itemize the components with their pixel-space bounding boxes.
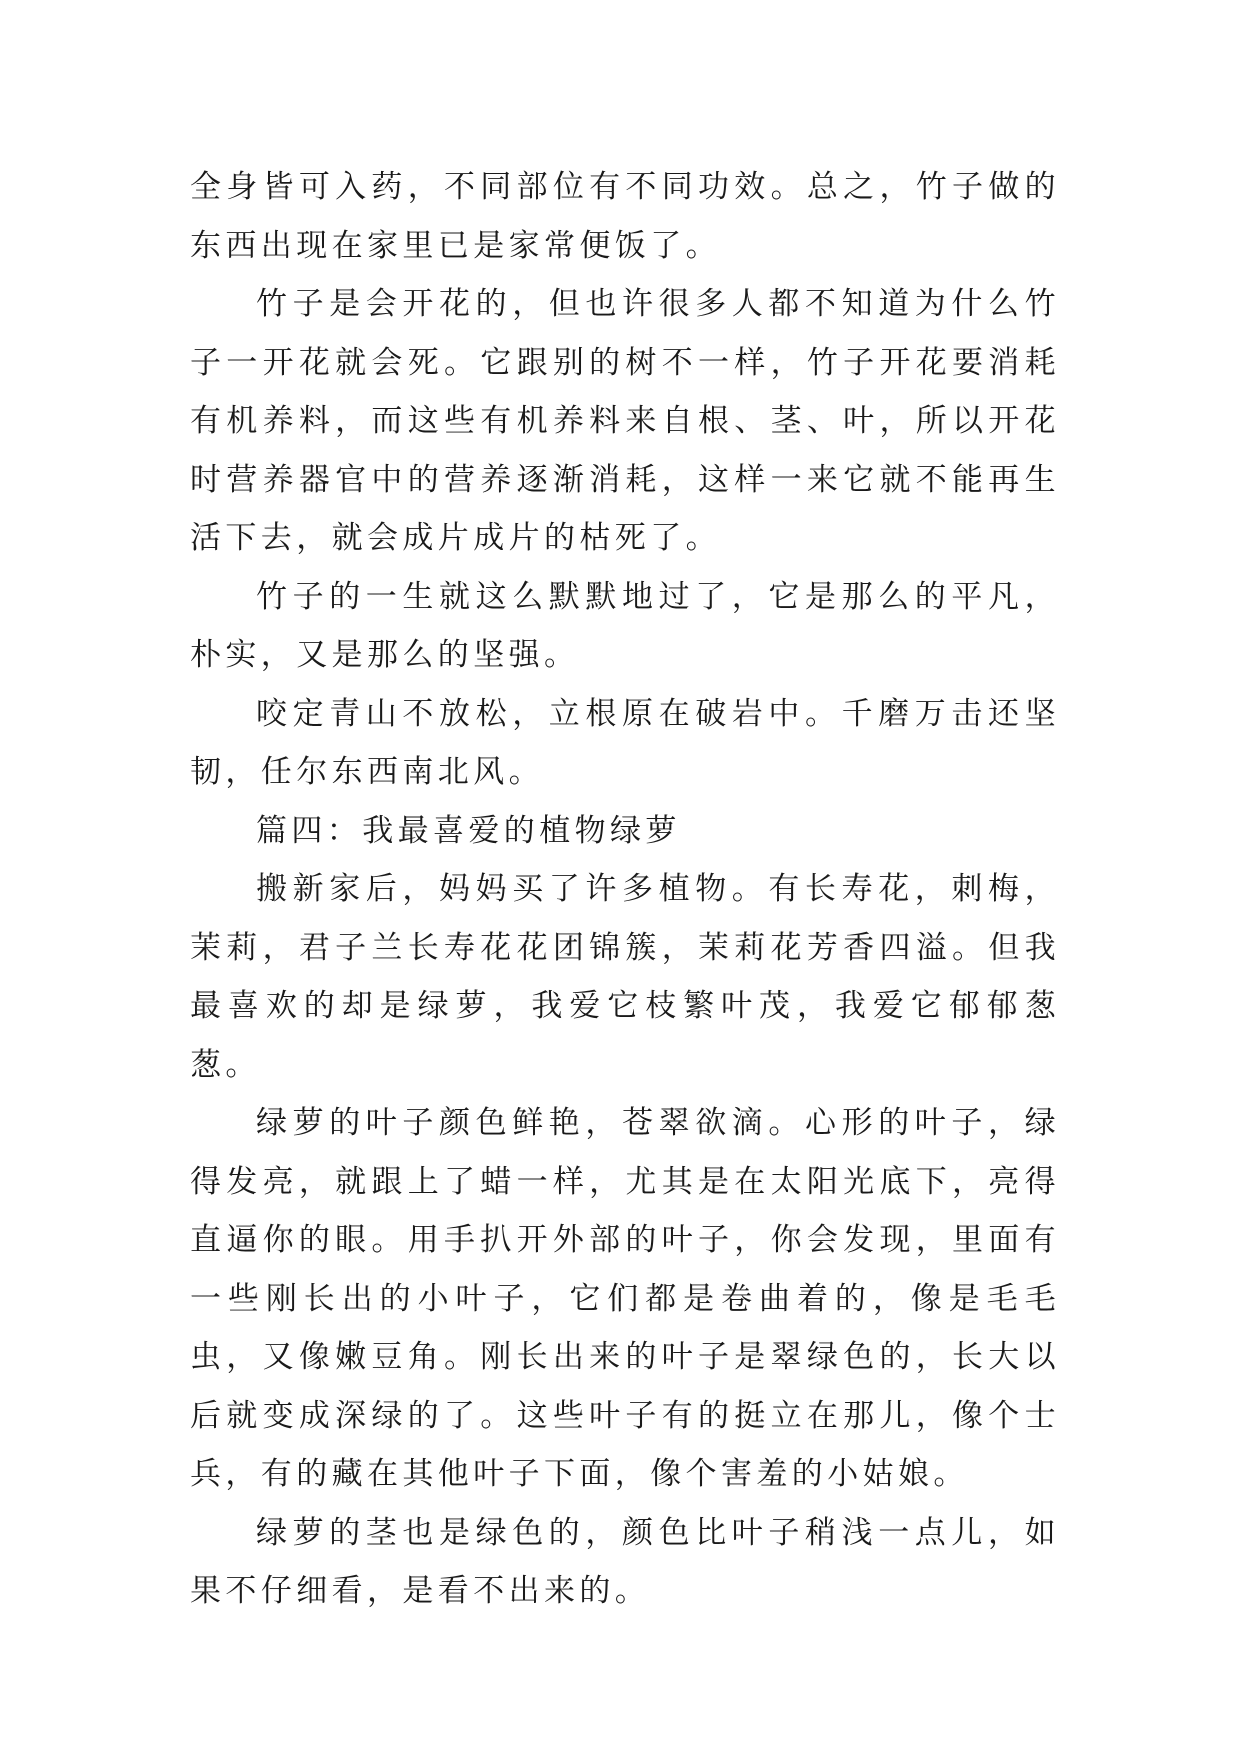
paragraph-pothos-leaves: 绿萝的叶子颜色鲜艳，苍翠欲滴。心形的叶子，绿得发亮，就跟上了蜡一样，尤其是在太阳光底下，亮得直逼你的眼。用手扒开外部的叶子，你会发现，里面有一些刚长出的小叶子，它们都是卷曲着的，像是毛毛虫，又像嫩豆角。刚长出来的叶子是翠绿色的，长大以后就变成深绿的了。这些叶子有的挺立在那儿，像个士兵，有的藏在其他叶子下面，像个害羞的小姑娘。 — [190, 1105, 1060, 1492]
paragraph-new-home-plants: 搬新家后，妈妈买了许多植物。有长寿花，刺梅，茉莉，君子兰长寿花花团锦簇，茉莉花芳香四溢。但我最喜欢的却是绿萝，我爱它枝繁叶茂，我爱它郁郁葱葱。 — [190, 871, 1060, 1083]
paragraph-continuation: 全身皆可入药，不同部位有不同功效。总之，竹子做的东西出现在家里已是家常便饭了。 — [190, 169, 1060, 264]
paragraph-bamboo-flowering: 竹子是会开花的，但也许很多人都不知道为什么竹子一开花就会死。它跟别的树不一样，竹子开花要消耗有机养料，而这些有机养料来自根、茎、叶，所以开花时营养器官中的营养逐渐消耗，这样一来它就不能再生活下去，就会成片成片的枯死了。 — [190, 286, 1060, 556]
document-page — [190, 158, 1060, 1621]
section-heading: 篇四：我最喜爱的植物绿萝 — [256, 812, 681, 849]
paragraph-pothos-stem: 绿萝的茎也是绿色的，颜色比叶子稍浅一点儿，如果不仔细看，是看不出来的。 — [190, 1514, 1060, 1609]
paragraph-bamboo-life: 竹子的一生就这么默默地过了，它是那么的平凡，朴实，又是那么的坚强。 — [190, 578, 1060, 673]
paragraph-poem: 咬定青山不放松，立根原在破岩中。千磨万击还坚韧，任尔东西南北风。 — [190, 695, 1060, 790]
